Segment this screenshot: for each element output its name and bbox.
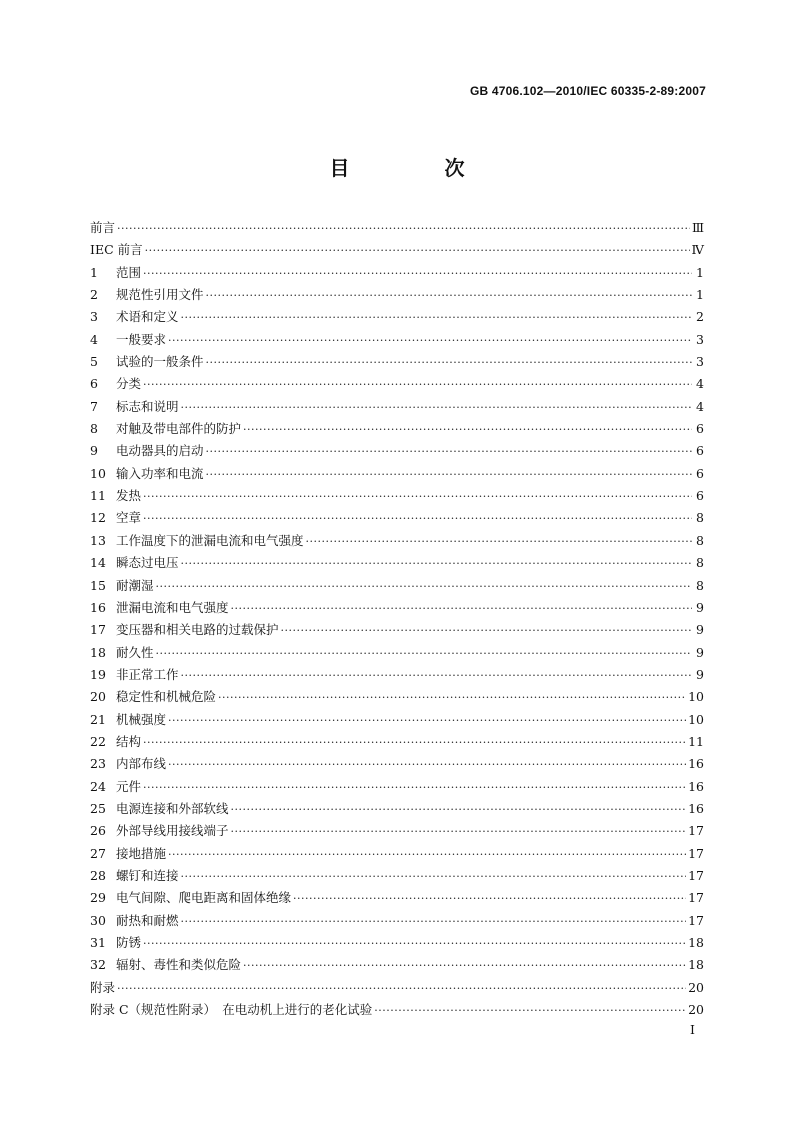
toc-entry-number: 14 — [90, 555, 106, 571]
toc-entry-page: 8 — [696, 577, 704, 593]
toc-entry-label: 变压器和相关电路的过载保护 — [116, 622, 279, 638]
toc-entry-number: 4 — [90, 331, 98, 347]
toc-entry-label: 外部导线用接线端子 — [116, 823, 229, 839]
toc-entry-page: 10 — [688, 711, 704, 727]
toc-entry-page: 6 — [696, 465, 704, 481]
toc-entry-label: 电源连接和外部软线 — [116, 800, 229, 816]
toc-entry-page: 9 — [696, 599, 704, 615]
toc-entry-number: 18 — [90, 644, 106, 660]
toc-entry-label: 分类 — [116, 376, 142, 392]
toc-entry-label: 附录 C（规范性附录） 在电动机上进行的老化试验 — [90, 1002, 373, 1018]
toc-entry[interactable] — [90, 263, 704, 285]
toc-leader-dots — [218, 691, 686, 704]
toc-entry-label: 泄漏电流和电气强度 — [116, 599, 229, 615]
table-of-contents — [90, 218, 704, 1022]
toc-entry[interactable] — [90, 598, 704, 620]
toc-entry-label: 耐热和耐燃 — [116, 912, 179, 928]
toc-entry-number: 26 — [90, 823, 106, 839]
toc-leader-dots — [374, 1004, 686, 1017]
toc-leader-dots — [206, 445, 692, 458]
toc-entry-page: 20 — [688, 979, 704, 995]
toc-entry[interactable] — [90, 777, 704, 799]
toc-entry-page: 9 — [696, 644, 704, 660]
toc-entry[interactable] — [90, 732, 704, 754]
toc-leader-dots — [117, 982, 686, 995]
toc-entry-page: 6 — [696, 421, 704, 437]
toc-entry[interactable] — [90, 307, 704, 329]
toc-entry-page: 3 — [696, 354, 704, 370]
toc-entry-number: 5 — [90, 354, 98, 370]
toc-entry-page: 6 — [696, 488, 704, 504]
toc-entry-page: 16 — [688, 756, 704, 772]
toc-leader-dots — [143, 736, 686, 749]
toc-entry[interactable] — [90, 643, 704, 665]
toc-entry-number: 17 — [90, 622, 106, 638]
toc-entry-page: 18 — [688, 957, 704, 973]
toc-entry-number: 23 — [90, 756, 106, 772]
toc-entry-page: 1 — [696, 287, 704, 303]
toc-entry-label: 工作温度下的泄漏电流和电气强度 — [116, 532, 304, 548]
toc-entry[interactable] — [90, 508, 704, 530]
toc-entry-page: 8 — [696, 510, 704, 526]
toc-leader-dots — [156, 647, 692, 660]
toc-entry[interactable] — [90, 531, 704, 553]
toc-leader-dots — [143, 490, 692, 503]
toc-leader-dots — [143, 937, 686, 950]
toc-entry-page: 10 — [688, 689, 704, 705]
toc-entry-number: 1 — [90, 264, 98, 280]
toc-entry[interactable] — [90, 911, 704, 933]
toc-entry[interactable] — [90, 888, 704, 910]
toc-entry-page: 17 — [688, 912, 704, 928]
toc-entry-number: 19 — [90, 666, 106, 682]
toc-entry[interactable] — [90, 419, 704, 441]
toc-entry-page: Ⅳ — [691, 242, 704, 258]
toc-entry[interactable] — [90, 486, 704, 508]
toc-entry[interactable] — [90, 218, 704, 240]
toc-leader-dots — [181, 915, 687, 928]
toc-entry[interactable] — [90, 866, 704, 888]
toc-leader-dots — [156, 580, 692, 593]
toc-entry-number: 25 — [90, 800, 106, 816]
toc-entry[interactable] — [90, 1000, 704, 1022]
toc-entry-label: 辐射、毒性和类似危险 — [116, 957, 242, 973]
toc-entry-page: 2 — [696, 309, 704, 325]
toc-entry-label: 对触及带电部件的防护 — [116, 421, 242, 437]
standard-code: GB 4706.102—2010/IEC 60335-2-89:2007 — [469, 84, 706, 98]
toc-entry-label: 耐潮湿 — [116, 577, 154, 593]
toc-leader-dots — [243, 423, 692, 436]
toc-entry-page: 11 — [688, 733, 704, 749]
toc-entry-number: 24 — [90, 778, 106, 794]
toc-entry-label: 前言 — [90, 220, 116, 235]
toc-entry-label: 电气间隙、爬电距离和固体绝缘 — [116, 890, 292, 906]
toc-entry-label: 螺钉和连接 — [116, 867, 179, 883]
toc-entry[interactable] — [90, 464, 704, 486]
toc-entry-label: 耐久性 — [116, 644, 154, 660]
toc-entry[interactable] — [90, 933, 704, 955]
toc-entry-label: 非正常工作 — [116, 666, 179, 682]
toc-leader-dots — [181, 870, 687, 883]
toc-leader-dots — [168, 714, 686, 727]
toc-leader-dots — [117, 222, 690, 235]
toc-entry-number: 12 — [90, 510, 106, 526]
toc-entry-label: 规范性引用文件 — [116, 287, 204, 303]
toc-leader-dots — [145, 244, 690, 257]
toc-entry-number: 15 — [90, 577, 106, 593]
toc-entry-label: 结构 — [116, 733, 142, 749]
toc-entry-page: 17 — [688, 890, 704, 906]
toc-entry-page: 8 — [696, 555, 704, 571]
toc-entry-label: 接地措施 — [116, 845, 167, 861]
toc-entry[interactable] — [90, 799, 704, 821]
toc-entry-number: 27 — [90, 845, 106, 861]
toc-entry-number: 32 — [90, 957, 106, 973]
toc-leader-dots — [231, 602, 692, 615]
toc-entry-page: 9 — [696, 666, 704, 682]
toc-entry-label: 电动器具的启动 — [116, 443, 204, 459]
toc-entry-page: 3 — [696, 331, 704, 347]
toc-leader-dots — [181, 669, 692, 682]
toc-entry[interactable] — [90, 978, 704, 1000]
toc-entry-label: 术语和定义 — [116, 309, 179, 325]
toc-entry[interactable] — [90, 352, 704, 374]
toc-entry-label: 一般要求 — [116, 331, 167, 347]
toc-entry[interactable] — [90, 330, 704, 352]
toc-entry-number: 6 — [90, 376, 98, 392]
toc-entry[interactable] — [90, 553, 704, 575]
toc-entry[interactable] — [90, 240, 704, 262]
toc-entry[interactable] — [90, 687, 704, 709]
toc-entry-label: 内部布线 — [116, 756, 167, 772]
toc-leader-dots — [281, 624, 692, 637]
toc-leader-dots — [143, 512, 692, 525]
page-number: I — [690, 1022, 695, 1037]
toc-entry-page: 17 — [688, 823, 704, 839]
toc-entry-number: 30 — [90, 912, 106, 928]
toc-entry-page: 20 — [688, 1002, 704, 1018]
toc-entry[interactable] — [90, 441, 704, 463]
toc-leader-dots — [231, 803, 687, 816]
toc-leader-dots — [206, 289, 692, 302]
toc-entry-page: 6 — [696, 443, 704, 459]
toc-entry[interactable] — [90, 620, 704, 642]
toc-entry-page: 17 — [688, 845, 704, 861]
toc-leader-dots — [293, 892, 686, 905]
toc-entry[interactable] — [90, 754, 704, 776]
toc-entry-label: 元件 — [116, 778, 142, 794]
toc-entry-number: 13 — [90, 532, 106, 548]
toc-leader-dots — [306, 535, 692, 548]
toc-leader-dots — [231, 825, 687, 838]
toc-entry-label: IEC 前言 — [90, 242, 143, 258]
toc-leader-dots — [143, 267, 692, 280]
toc-entry-page: 4 — [696, 376, 704, 392]
toc-entry[interactable] — [90, 710, 704, 732]
toc-entry-number: 3 — [90, 309, 98, 325]
toc-entry[interactable] — [90, 844, 704, 866]
toc-entry-number: 29 — [90, 890, 106, 906]
toc-leader-dots — [181, 311, 692, 324]
toc-entry-page: 1 — [696, 264, 704, 280]
toc-leader-dots — [143, 378, 692, 391]
toc-entry-number: 22 — [90, 733, 106, 749]
toc-entry-page: 18 — [688, 935, 704, 950]
toc-entry-label: 防锈 — [116, 935, 142, 950]
toc-entry-label: 附录 — [90, 979, 116, 995]
toc-entry-number: 8 — [90, 421, 98, 437]
toc-entry-page: 9 — [696, 622, 704, 638]
toc-leader-dots — [168, 848, 686, 861]
toc-entry[interactable] — [90, 955, 704, 977]
toc-entry-page: 4 — [696, 398, 704, 414]
toc-leader-dots — [143, 781, 686, 794]
toc-entry[interactable] — [90, 397, 704, 419]
toc-leader-dots — [168, 758, 686, 771]
toc-entry-label: 发热 — [116, 488, 142, 504]
toc-entry[interactable] — [90, 665, 704, 687]
toc-entry-number: 2 — [90, 287, 98, 303]
toc-entry-number: 20 — [90, 689, 106, 705]
toc-entry-label: 稳定性和机械危险 — [116, 689, 217, 705]
toc-entry-number: 10 — [90, 465, 106, 481]
toc-leader-dots — [243, 959, 686, 972]
toc-entry-label: 输入功率和电流 — [116, 465, 204, 481]
toc-entry-label: 标志和说明 — [116, 398, 179, 414]
toc-entry-number: 28 — [90, 867, 106, 883]
page-title: 目 次 — [329, 156, 509, 180]
toc-leader-dots — [181, 557, 692, 570]
toc-entry-page: 16 — [688, 778, 704, 794]
toc-entry-number: 7 — [90, 398, 98, 414]
toc-entry-page: 17 — [688, 867, 704, 883]
toc-entry-page: 8 — [696, 532, 704, 548]
toc-entry-label: 空章 — [116, 510, 142, 526]
toc-entry-number: 16 — [90, 599, 106, 615]
toc-leader-dots — [181, 401, 692, 414]
toc-entry-number: 9 — [90, 443, 98, 459]
toc-leader-dots — [168, 334, 692, 347]
toc-leader-dots — [206, 468, 692, 481]
toc-entry-page: Ⅲ — [691, 220, 704, 235]
toc-entry[interactable] — [90, 821, 704, 843]
toc-entry-number: 31 — [90, 935, 106, 950]
toc-entry-number: 21 — [90, 711, 106, 727]
toc-leader-dots — [206, 356, 692, 369]
toc-entry[interactable] — [90, 285, 704, 307]
toc-entry[interactable] — [90, 374, 704, 396]
toc-entry-label: 瞬态过电压 — [116, 555, 179, 571]
toc-entry[interactable] — [90, 576, 704, 598]
toc-entry-label: 机械强度 — [116, 711, 167, 727]
toc-entry-number: 11 — [90, 488, 106, 504]
toc-entry-page: 16 — [688, 800, 704, 816]
toc-entry-label: 试验的一般条件 — [116, 354, 204, 370]
toc-entry-label: 范围 — [116, 264, 142, 280]
